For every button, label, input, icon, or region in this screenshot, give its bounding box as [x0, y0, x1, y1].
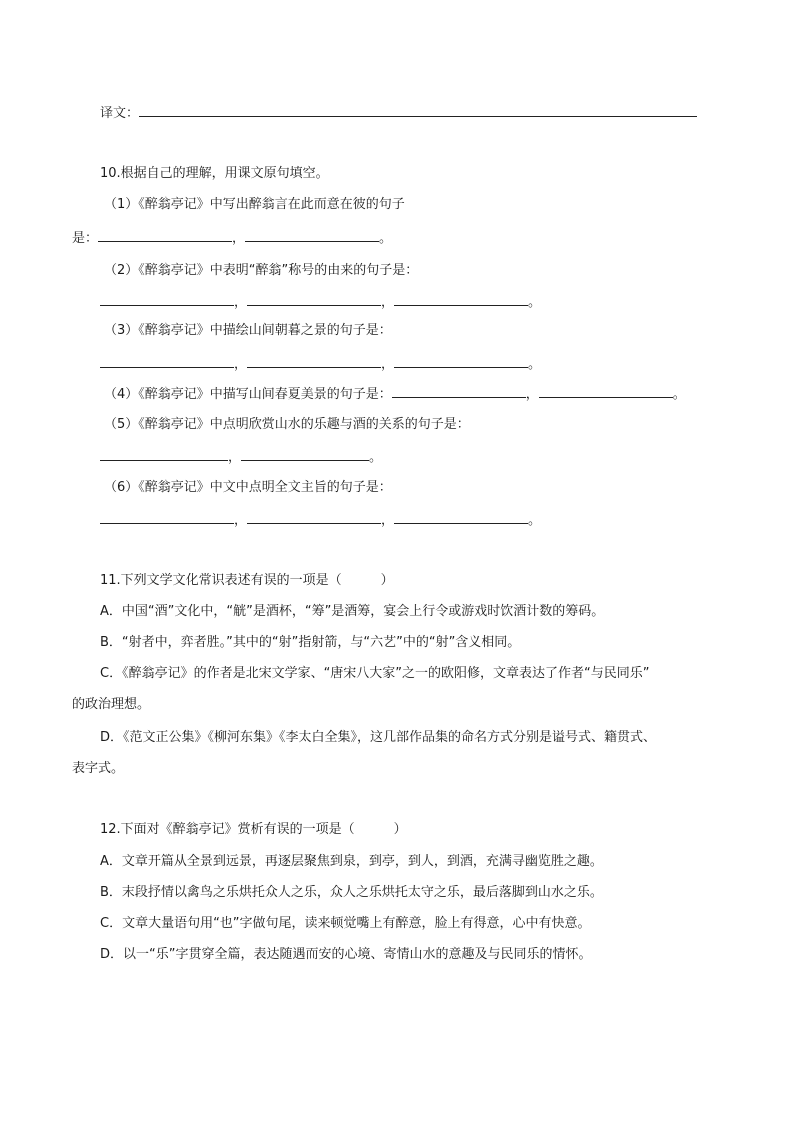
q10-item-6-answer-row: [100, 511, 541, 530]
q10-item-4: （4）《醉翁亭记》中描写山间春夏美景的句子是：: [104, 387, 392, 402]
q10-item-2-answer-row: [100, 293, 541, 312]
period: 。: [379, 231, 393, 246]
q10-item-1-answer-row: [72, 229, 392, 248]
q10-item-5: （5）《醉翁亭记》中点明欣赏山水的乐趣与酒的关系的句子是：: [104, 417, 470, 432]
answer-blank[interactable]: [245, 229, 379, 242]
translation-blank[interactable]: [139, 104, 697, 117]
separator: ，: [381, 513, 395, 528]
q10-item-1: （1）《醉翁亭记》中写出醉翁言在此而意在彼的句子: [104, 197, 405, 212]
answer-blank[interactable]: [247, 355, 381, 368]
q12-stem: 12.下面对《醉翁亭记》赏析有误的一项是（ ）: [100, 822, 407, 837]
translation-label: 译文：: [100, 106, 140, 121]
period: 。: [672, 387, 686, 402]
period: 。: [528, 357, 542, 372]
separator: ，: [525, 387, 539, 402]
answer-blank[interactable]: [247, 511, 381, 524]
answer-blank[interactable]: [539, 385, 673, 398]
translation-row: [100, 104, 697, 123]
separator: ，: [234, 295, 248, 310]
q12-option-d: D．以一“乐”字贯穿全篇，表达随遇而安的心境、寄情山水的意趣及与民同乐的情怀。: [100, 947, 592, 962]
period: 。: [528, 295, 542, 310]
period: 。: [528, 513, 542, 528]
separator: ，: [234, 513, 248, 528]
q11-option-b: B．“射者中，弈者胜。”其中的“射”指射箭，与“六艺”中的“射”含义相同。: [100, 635, 521, 650]
q11-option-c: C．《醉翁亭记》的作者是北宋文学家、“唐宋八大家”之一的欧阳修，文章表达了作者“与民同乐”: [100, 666, 650, 681]
answer-blank[interactable]: [100, 511, 234, 524]
answer-blank[interactable]: [392, 385, 526, 398]
q11-option-d: D．《范文正公集》《柳河东集》《李太白全集》，这几部作品集的命名方式分别是谥号式、籍贯式、: [100, 730, 657, 745]
separator: ，: [234, 357, 248, 372]
q10-item-5-answer-row: [100, 448, 382, 467]
answer-blank[interactable]: [247, 293, 381, 306]
separator: ，: [381, 357, 395, 372]
answer-blank[interactable]: [100, 448, 228, 461]
answer-blank[interactable]: [100, 355, 234, 368]
q11-stem: 11.下列文学文化常识表述有误的一项是（ ）: [100, 573, 394, 588]
answer-blank[interactable]: [394, 511, 528, 524]
answer-blank[interactable]: [394, 293, 528, 306]
q10-item-1-cont: 是：: [72, 231, 99, 246]
period: 。: [369, 450, 383, 465]
separator: ，: [381, 295, 395, 310]
q12-option-b: B．末段抒情以禽鸟之乐烘托众人之乐，众人之乐烘托太守之乐，最后落脚到山水之乐。: [100, 885, 603, 900]
q11-option-c-cont: 的政治理想。: [72, 697, 151, 712]
answer-blank[interactable]: [394, 355, 528, 368]
separator: ，: [232, 231, 246, 246]
q10-item-2: （2）《醉翁亭记》中表明“醉翁”称号的由来的句子是：: [104, 263, 419, 278]
answer-blank[interactable]: [241, 448, 369, 461]
q10-stem: 10.根据自己的理解，用课文原句填空。: [100, 166, 329, 181]
q10-item-4-row: [104, 385, 686, 404]
separator: ，: [228, 450, 242, 465]
q12-option-a: A．文章开篇从全景到远景，再逐层聚焦到泉，到亭，到人，到酒，充满寻幽览胜之趣。: [100, 854, 603, 869]
q10-item-3-answer-row: [100, 355, 541, 374]
answer-blank[interactable]: [100, 293, 234, 306]
q12-option-c: C．文章大量语句用“也”字做句尾，读来顿觉嘴上有醉意，脸上有得意，心中有快意。: [100, 916, 591, 931]
answer-blank[interactable]: [98, 229, 232, 242]
q11-option-d-cont: 表字式。: [72, 761, 125, 776]
q10-item-6: （6）《醉翁亭记》中文中点明全文主旨的句子是：: [104, 480, 392, 495]
q11-option-a: A．中国“酒”文化中，“觥”是酒杯，“筹”是酒筹，宴会上行令或游戏时饮酒计数的筹码。: [100, 604, 605, 619]
q10-item-3: （3）《醉翁亭记》中描绘山间朝暮之景的句子是：: [104, 323, 392, 338]
